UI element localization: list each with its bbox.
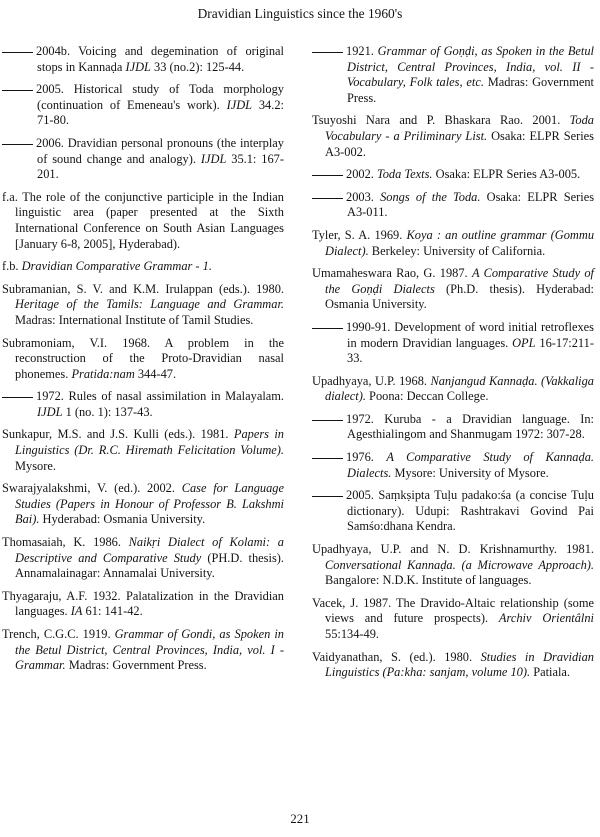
reference-italic-text: IJDL (37, 404, 63, 419)
reference-entry (312, 542, 594, 589)
repeat-author-rule (312, 419, 343, 421)
repeat-author-rule (2, 51, 33, 53)
reference-italic-text: Heritage of the Tamils: Language and Grammar. (15, 297, 284, 312)
reference-text: Bangalore: N.D.K. Institute of languages. (325, 573, 532, 588)
reference-text: Tyler, S. A. 1969. (312, 227, 407, 242)
reference-text: 2005. Saṃkṣipta Tuḷu padako:śa (a concise Tuḷu dictionary). Udupi: Rashtrakavi Govind Pai Samśo:dhana Kendra. (346, 488, 594, 534)
reference-text: 1972. Kuruba - a Dravidian language. In: Agesthialingom and Shanmugam 1972: 307-28. (346, 411, 594, 442)
reference-entry (2, 589, 284, 620)
reference-italic-text: Grammar of Gondi, as Spoken in the Betul District, Central Provinces, India, vol. I - Grammar. (15, 627, 284, 673)
reference-italic-text: Toda Texts. (376, 167, 433, 182)
reference-text: Thyagaraju, A.F. 1932. Palatalization in the Dravidian languages. (2, 588, 284, 619)
reference-text: 2002. (346, 167, 377, 182)
reference-entry (312, 374, 594, 405)
reference-italic-text: Toda Vocabulary - a Priliminary List. (325, 113, 594, 143)
reference-italic-text: A Comparative Study of the Goṇḍi Dialects (325, 266, 594, 296)
reference-entry (312, 190, 594, 221)
reference-entry (2, 136, 284, 183)
reference-italic-text: IA (70, 604, 83, 619)
reference-text: 16-17:211-33. (347, 335, 594, 366)
reference-entry (312, 650, 594, 681)
reference-italic-text: Case for Language Studies (Papers in Honour of Professor B. Lakshmi Bai). (15, 481, 284, 527)
reference-text: Subramoniam, V.I. 1968. A problem in the reconstruction of the Proto-Dravidian nasal phonemes. (2, 335, 284, 381)
reference-text: Thomasaiah, K. 1986. (2, 535, 129, 550)
reference-entry (312, 44, 594, 106)
reference-entry (2, 336, 284, 383)
reference-text: Upadhyaya, U.P. 1968. (312, 373, 431, 388)
reference-text: (PH.D. thesis). Annamalainagar: Annamalai University. (15, 550, 284, 581)
reference-italic-text: Songs of the Toda. (380, 189, 481, 204)
reference-text: Tsuyoshi Nara and P. Bhaskara Rao. 2001. (312, 113, 570, 128)
reference-text: Upadhyaya, U.P. and N. D. Krishnamurthy. 1981. (312, 542, 594, 557)
reference-text: Osaka: ELPR Series A3-011. (347, 189, 595, 220)
reference-text: Trench, C.G.C. 1919. (2, 627, 115, 641)
reference-text: Swarajyalakshmi, V. (ed.). 2002. (2, 481, 182, 496)
reference-italic-text: IJDL (226, 97, 253, 112)
reference-italic-text: Archiv Orientâlni (498, 611, 594, 626)
reference-entry (2, 535, 284, 582)
reference-entry (312, 488, 594, 535)
reference-italic-text: Naikṛi Dialect of Kolami: a Descriptive and Comparative Study (15, 535, 284, 565)
reference-text: 55:134-49. (325, 627, 380, 641)
reference-text: f.a. The role of the conjunctive participle in the Indian linguistic area (paper presented at the Sixth International Conference on South Asian Languages [January 6-8, 2005], Hyderabad). (2, 189, 284, 251)
left-column (2, 44, 284, 681)
repeat-author-rule (312, 51, 343, 53)
reference-entry (312, 320, 594, 367)
reference-entry (312, 113, 594, 160)
repeat-author-rule (2, 89, 33, 91)
reference-text: 61: 141-42. (82, 604, 143, 619)
reference-text: 2003. (346, 189, 381, 204)
reference-italic-text: IJDL (125, 59, 151, 74)
reference-text: Poona: Deccan College. (365, 389, 489, 404)
running-head: Dravidian Linguistics since the 1960's (197, 6, 403, 21)
reference-italic-text: Koya : an outline grammar (Gommu Dialect). (325, 227, 595, 258)
reference-italic-text: IJDL (200, 151, 227, 166)
reference-entry (312, 596, 594, 643)
reference-italic-text: A Comparative Study of Kannaḍa. Dialects. (347, 450, 594, 480)
reference-text: f.b. (2, 259, 22, 274)
reference-entry (2, 82, 284, 129)
repeat-author-rule (312, 457, 343, 459)
reference-text: 1990-91. Development of word initial retroflexes in modern Dravidian languages. (346, 319, 594, 350)
reference-entry (2, 44, 284, 75)
reference-italic-text: OPL (512, 335, 536, 350)
reference-text: Patiala. (530, 665, 571, 680)
reference-text: Mysore. (15, 458, 56, 473)
reference-entry (312, 167, 594, 183)
reference-text: 34.2: 71-80. (37, 97, 284, 128)
reference-text: Madras: Government Press. (65, 658, 207, 673)
repeat-author-rule (2, 143, 33, 145)
reference-entry (312, 450, 594, 481)
reference-text: Umamaheswara Rao, G. 1987. (312, 266, 472, 281)
reference-text: (Ph.D. thesis). Hyderabad: Osmania University. (325, 281, 594, 312)
reference-italic-text: Dravidian Comparative Grammar - 1. (21, 259, 212, 274)
reference-text: 1921. (346, 44, 378, 58)
page-number: 221 (290, 812, 310, 826)
reference-text: Hyderabad: Osmania University. (39, 512, 206, 527)
reference-text: Vacek, J. 1987. The Dravido-Altaic relationship (some views and future prospects). (312, 595, 594, 626)
reference-text: 33 (no.2): 125-44. (150, 59, 245, 74)
reference-text: 344-47. (134, 366, 177, 381)
reference-italic-text: Studies in Dravidian Linguistics (Pa:kha: sanjam, volume 10). (325, 649, 595, 680)
repeat-author-rule (312, 197, 343, 199)
reference-italic-text: Conversational Kannaḍa. (a Microwave Approach). (325, 557, 594, 572)
reference-text: 2005. Historical study of Toda morphology (continuation of Emeneau's work). (36, 82, 284, 112)
reference-entry (312, 228, 594, 259)
repeat-author-rule (312, 495, 343, 497)
reference-text: Madras: International Institute of Tamil Studies. (15, 312, 254, 327)
reference-italic-text: Grammar of Goṇḍi, as Spoken in the Betul District, Central Provinces, India, vol. II - Vocabulary, Folk tales, etc. (347, 44, 594, 90)
reference-text: Madras: Government Press. (347, 75, 595, 105)
reference-text: 2004b. Voicing and degemination of original stops in Kannaḍa (36, 44, 284, 74)
reference-entry (2, 627, 284, 674)
reference-entry (2, 481, 284, 528)
reference-entry (312, 266, 594, 313)
reference-text: Subramanian, S. V. and K.M. Irulappan (eds.). 1980. (2, 281, 284, 296)
reference-text: 1972. Rules of nasal assimilation in Malayalam. (36, 389, 284, 404)
reference-italic-text: Nanjangud Kannaḍa. (Vakkaliga dialect). (325, 373, 594, 404)
reference-text: Mysore: University of Mysore. (391, 465, 549, 480)
reference-text: Sunkapur, M.S. and J.S. Kulli (eds.). 1981. (2, 427, 234, 442)
repeat-author-rule (2, 396, 33, 398)
reference-text: Berkeley: University of California. (368, 243, 546, 258)
reference-text: 1976. (346, 450, 387, 465)
reference-italic-text: Papers in Linguistics (Dr. R.C. Hiremath Felicitation Volume). (15, 427, 284, 458)
reference-text: Vaidyanathan, S. (ed.). 1980. (312, 649, 481, 664)
reference-text: 1 (no. 1): 137-43. (62, 404, 153, 419)
right-column (312, 44, 594, 688)
reference-entry (2, 259, 284, 275)
reference-entry (2, 282, 284, 329)
reference-entry (312, 412, 594, 443)
reference-entry (2, 427, 284, 474)
reference-text: 35.1: 167-201. (37, 151, 284, 182)
reference-text: 2006. Dravidian personal pronouns (the interplay of sound change and analogy). (36, 135, 284, 166)
repeat-author-rule (312, 327, 343, 329)
reference-entry (2, 389, 284, 420)
reference-entry (2, 190, 284, 252)
reference-text: Osaka: ELPR Series A3-005. (432, 167, 581, 182)
repeat-author-rule (312, 174, 343, 176)
reference-italic-text: Pratida:nam (71, 366, 135, 381)
reference-text: Osaka: ELPR Series A3-002. (325, 128, 594, 159)
